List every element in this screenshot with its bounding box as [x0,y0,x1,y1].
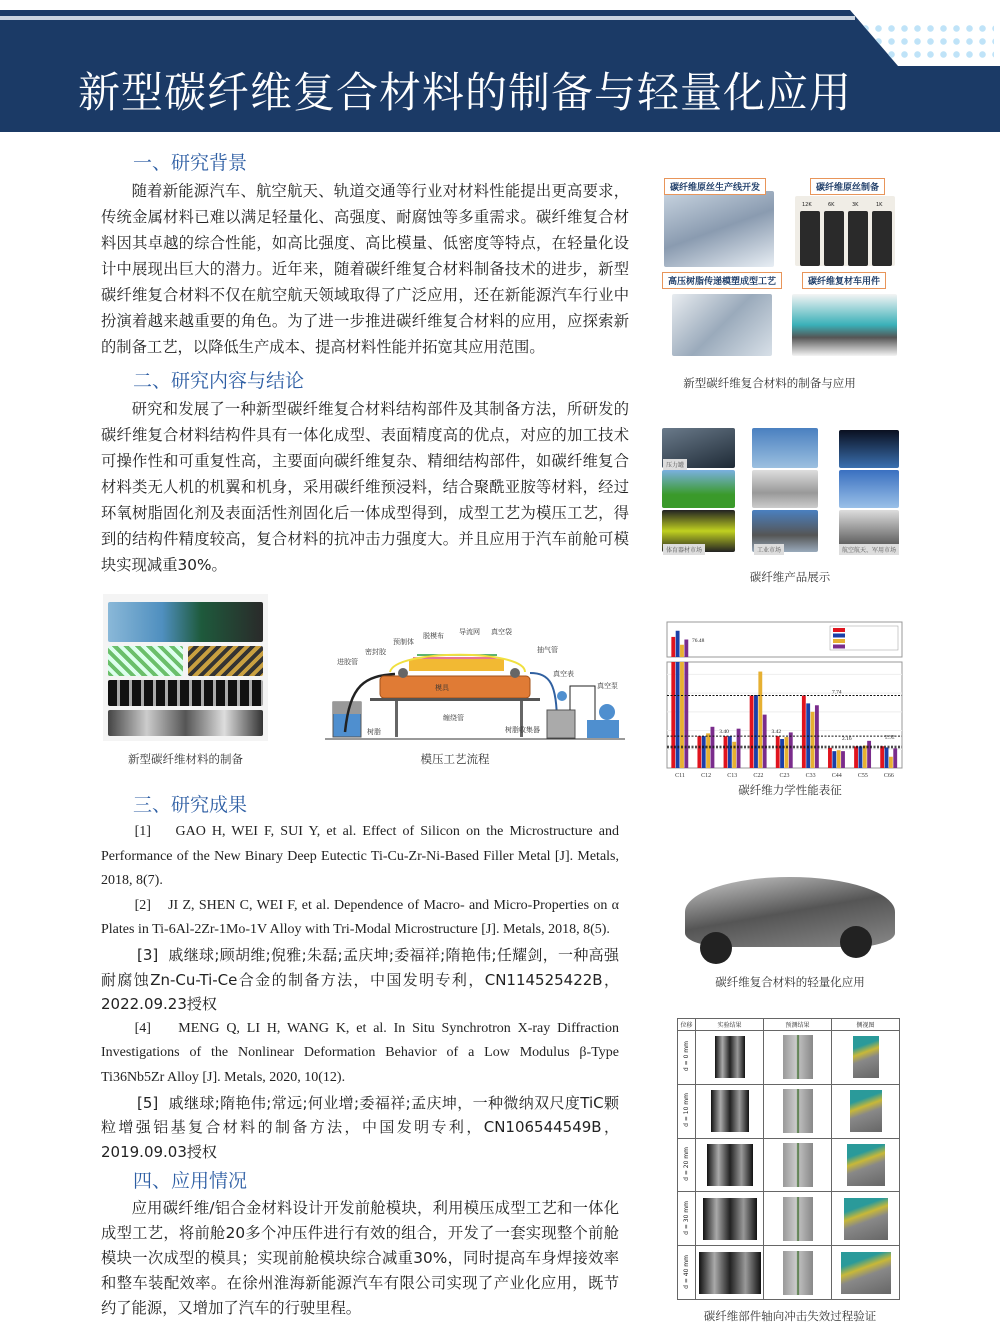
figure-label: 高压树脂传递模塑成型工艺 [662,272,782,289]
bar [837,750,841,768]
car-caption: 碳纤维复合材料的轻量化应用 [715,975,865,989]
x-tick-label: C22 [753,773,764,779]
page-title: 新型碳纤维复合材料的制备与轻量化应用 [78,68,853,117]
displacement-label: d = 10 mm [683,1093,690,1128]
legend-swatch [833,639,845,643]
reference-3: [3] 戚继球;顾胡维;倪雅;朱磊;孟庆坤;委福祥;隋艳伟;任耀剑，一种高强耐腐蚀Zn-Cu-Ti-Ce合金的制备方法，中国发明专利，CN114525422B，2022.09.23授权 [101,945,619,1014]
bar-upper [671,637,675,657]
product-tag: 体育器材市场 [663,544,705,555]
reference-1: [1] GAO H, WEI F, SUI Y, et al. Effect of Silicon on the Microstructure and Performance of the New Binary Deep Eutectic Ti-Cu-Zr-Ni-Based Filler Metal [J]. Metals, 2018, 8(7). [101,824,619,889]
bar [802,696,806,768]
figure-row [101,594,629,772]
data-label: 7.74 [832,689,842,696]
label-spiral: 缠绕管 [443,714,464,722]
material-prep-caption: 新型碳纤维材料的制备 [128,752,243,766]
x-tick-label: C66 [883,773,894,779]
molding-diagram [325,624,625,742]
bar [858,746,862,768]
impact-row [678,1084,900,1138]
data-label: 76.48 [692,638,705,644]
label-flow-mesh: 导流网 [459,628,480,636]
product-tag: 航空航天、军用市场 [839,544,899,555]
displacement-label: d = 30 mm [683,1200,690,1235]
x-tick-label: C11 [675,773,685,779]
products-caption: 碳纤维产品展示 [749,570,831,584]
reference-4: [4] MENG Q, LI H, WANG K, et al. In Situ Synchrotron X-ray Diffraction Investigations of the Nonlinear Deformation Behavior of a Low Modulus β-Type Ti36Nb5Zr Alloy [J]. Metals, 2020, 10(12). [101,1020,620,1085]
bar [728,736,732,768]
x-tick-label: C23 [779,773,790,779]
label-vent: 抽气管 [537,646,558,654]
bar-upper [680,645,684,657]
bar [889,757,893,768]
figure-label: 碳纤维复材车用件 [802,272,886,289]
molding-caption: 模压工艺流程 [420,752,490,766]
bar [737,729,741,768]
background-text: 随着新能源汽车、航空航天、轨道交通等行业对材料性能提出更高要求，传统金属材料已难以满足轻量化、高强度、耐腐蚀等多重需求。碳纤维复合材料因其卓越的综合性能，如高比强度、高比模量、低密度等特点，在轻量化设计中展现出巨大的潜力。近年来，随着碳纤维复合材料制备技术的进步，新型碳纤维复合材料不仅在航空航天领域取得了广泛应用，还在新能源汽车行业中扮演着越来越重要的角色。为了进一步推进碳纤维复合材料的应用，应探索新的制备工艺，以降低生产成本、提高材料性能并拓宽其应用范围。 [101,182,629,356]
bar [867,741,871,768]
bar [671,662,675,768]
x-tick-label: C13 [727,773,738,779]
legend-swatch [833,628,845,632]
data-label: 2.32 [885,734,895,741]
bar [828,748,832,768]
label-mold: 模具 [435,684,449,692]
column-header: 实验结果 [696,1019,764,1031]
bar [811,712,815,768]
car-figure [680,862,905,967]
bar [676,662,680,768]
reference-2: [2] JI Z, SHEN C, WEI F, et al. Dependence of Macro- and Micro-Properties on α Plates in Ti-6Al-2Zr-1Mo-1V Alloy with Tri-Modal Microstructure [J]. Metals, 2018, 8(5). [101,897,620,938]
prep-application-caption: 新型碳纤维复合材料的制备与应用 [683,376,856,390]
bar [754,695,758,768]
material-prep-figure [103,594,268,741]
main-column [101,150,629,1321]
legend-swatch [833,645,845,649]
impact-row [678,1192,900,1246]
x-tick-label: C55 [857,773,868,779]
bar [841,751,845,768]
bar [832,751,836,768]
products-figure [662,428,902,556]
bar [776,736,780,768]
product-tag: 工业市场 [754,544,784,555]
bar [732,742,736,768]
label-preform: 预制体 [393,638,414,646]
bar-upper [684,640,688,658]
spool-label: 6K [828,202,835,208]
prep-application-figure [662,176,902,361]
bar [680,662,684,768]
bar [697,736,701,768]
impact-row [678,1030,900,1084]
displacement-label: d = 0 mm [683,1041,690,1072]
impact-row [678,1138,900,1192]
label-collector: 树脂收集器 [505,726,540,734]
label-inlet: 进胶管 [337,658,358,666]
content-text: 研究和发展了一种新型碳纤维复合材料结构部件及其制备方法，所研发的碳纤维复合材料结构件具有一体化成型、表面精度高的优点，对应的加工技术可操作性和可重复性高，主要面向碳纤维复杂、精细结构部件，如碳纤维复合材料类无人机的机翼和机身，采用碳纤维预浸料，结合聚酰亚胺等材料，经过环氧树脂固化剂及表面活性剂固化后一体成型得到，成型工艺为模压工艺，得到的结构件精度较高，复合材料的抗冲击力强度大。并且应用于汽车前舱可模块实现减重30%。 [101,400,629,574]
column-header: 预测结果 [764,1019,832,1031]
mechanics-chart [652,620,907,780]
product-tag: 压力罐 [663,459,687,470]
bar [684,662,688,768]
spool-label: 1K [876,202,883,208]
impact-table [677,1018,900,1300]
bar [780,739,784,768]
x-tick-label: C33 [805,773,816,779]
reference-5: [5] 戚继球;隋艳伟;常远;何业增;委福祥;孟庆坤，一种微纳双尺度TiC颗粒增强铝基复合材料的制备方法，中国发明专利，CN106544549B，2019.09.03授权 [101,1093,619,1161]
bar [785,737,789,768]
section-heading-background: 一、研究背景 [133,152,248,174]
bar [789,732,793,768]
x-tick-label: C12 [701,773,712,779]
label-gauge: 真空表 [553,670,574,678]
data-label: 3.42 [771,728,782,735]
bar [702,736,706,768]
label-release: 脱模布 [423,632,444,640]
data-label: 3.40 [719,729,729,736]
data-label: 2.16 [842,735,852,742]
column-header: 侧视图 [832,1019,900,1031]
header-banner [0,10,1000,132]
bar [863,746,867,768]
displacement-label: d = 20 mm [683,1147,690,1181]
bar [750,696,754,768]
bar-upper [676,631,680,657]
section-heading-results: 三、研究成果 [133,794,248,816]
bar [880,746,884,768]
header-edge [0,16,855,20]
bar [724,736,728,768]
spool-label: 12K [802,202,812,208]
x-tick-label: C44 [831,773,842,779]
header-notch [850,10,1000,66]
label-pump: 真空泵 [597,682,618,690]
dot-pattern [859,22,994,64]
impact-row [678,1246,900,1300]
spool-label: 3K [852,202,859,208]
impact-caption: 碳纤维部件轴向冲击失效过程验证 [703,1309,877,1323]
bar [758,672,762,768]
application-text: 应用碳纤维/铝合金材料设计开发前舱模块，利用模压成型工艺和一体化成型工艺，将前舱20多个冲压件进行有效的组合，开发了一套实现整个前舱模块一次成型的模具；实现前舱模块综合减重30%，同时提高车身焊接效率和整车装配效率。在徐州淮海新能源汽车有限公司实现了产业化应用，既节约了能源，又增加了汽车的行驶里程。 [101,1199,619,1318]
label-vacuum-bag: 真空袋 [491,628,512,636]
label-resin: 树脂 [367,728,381,736]
bar [854,746,858,768]
figure-label: 碳纤维原丝生产线开发 [664,178,766,195]
column-header: 位移 [678,1019,696,1031]
bar [706,733,710,768]
bar [885,747,889,768]
bar [893,748,897,768]
label-sealant: 密封胶 [365,648,386,656]
legend-swatch [833,634,845,638]
displacement-label: d = 40 mm [683,1254,690,1289]
section-heading-application: 四、应用情况 [133,1170,248,1193]
mechanics-caption: 碳纤维力学性能表征 [738,783,842,797]
figure-label: 碳纤维原丝制备 [810,178,885,195]
section-heading-content: 二、研究内容与结论 [133,370,305,392]
bar [763,715,767,768]
